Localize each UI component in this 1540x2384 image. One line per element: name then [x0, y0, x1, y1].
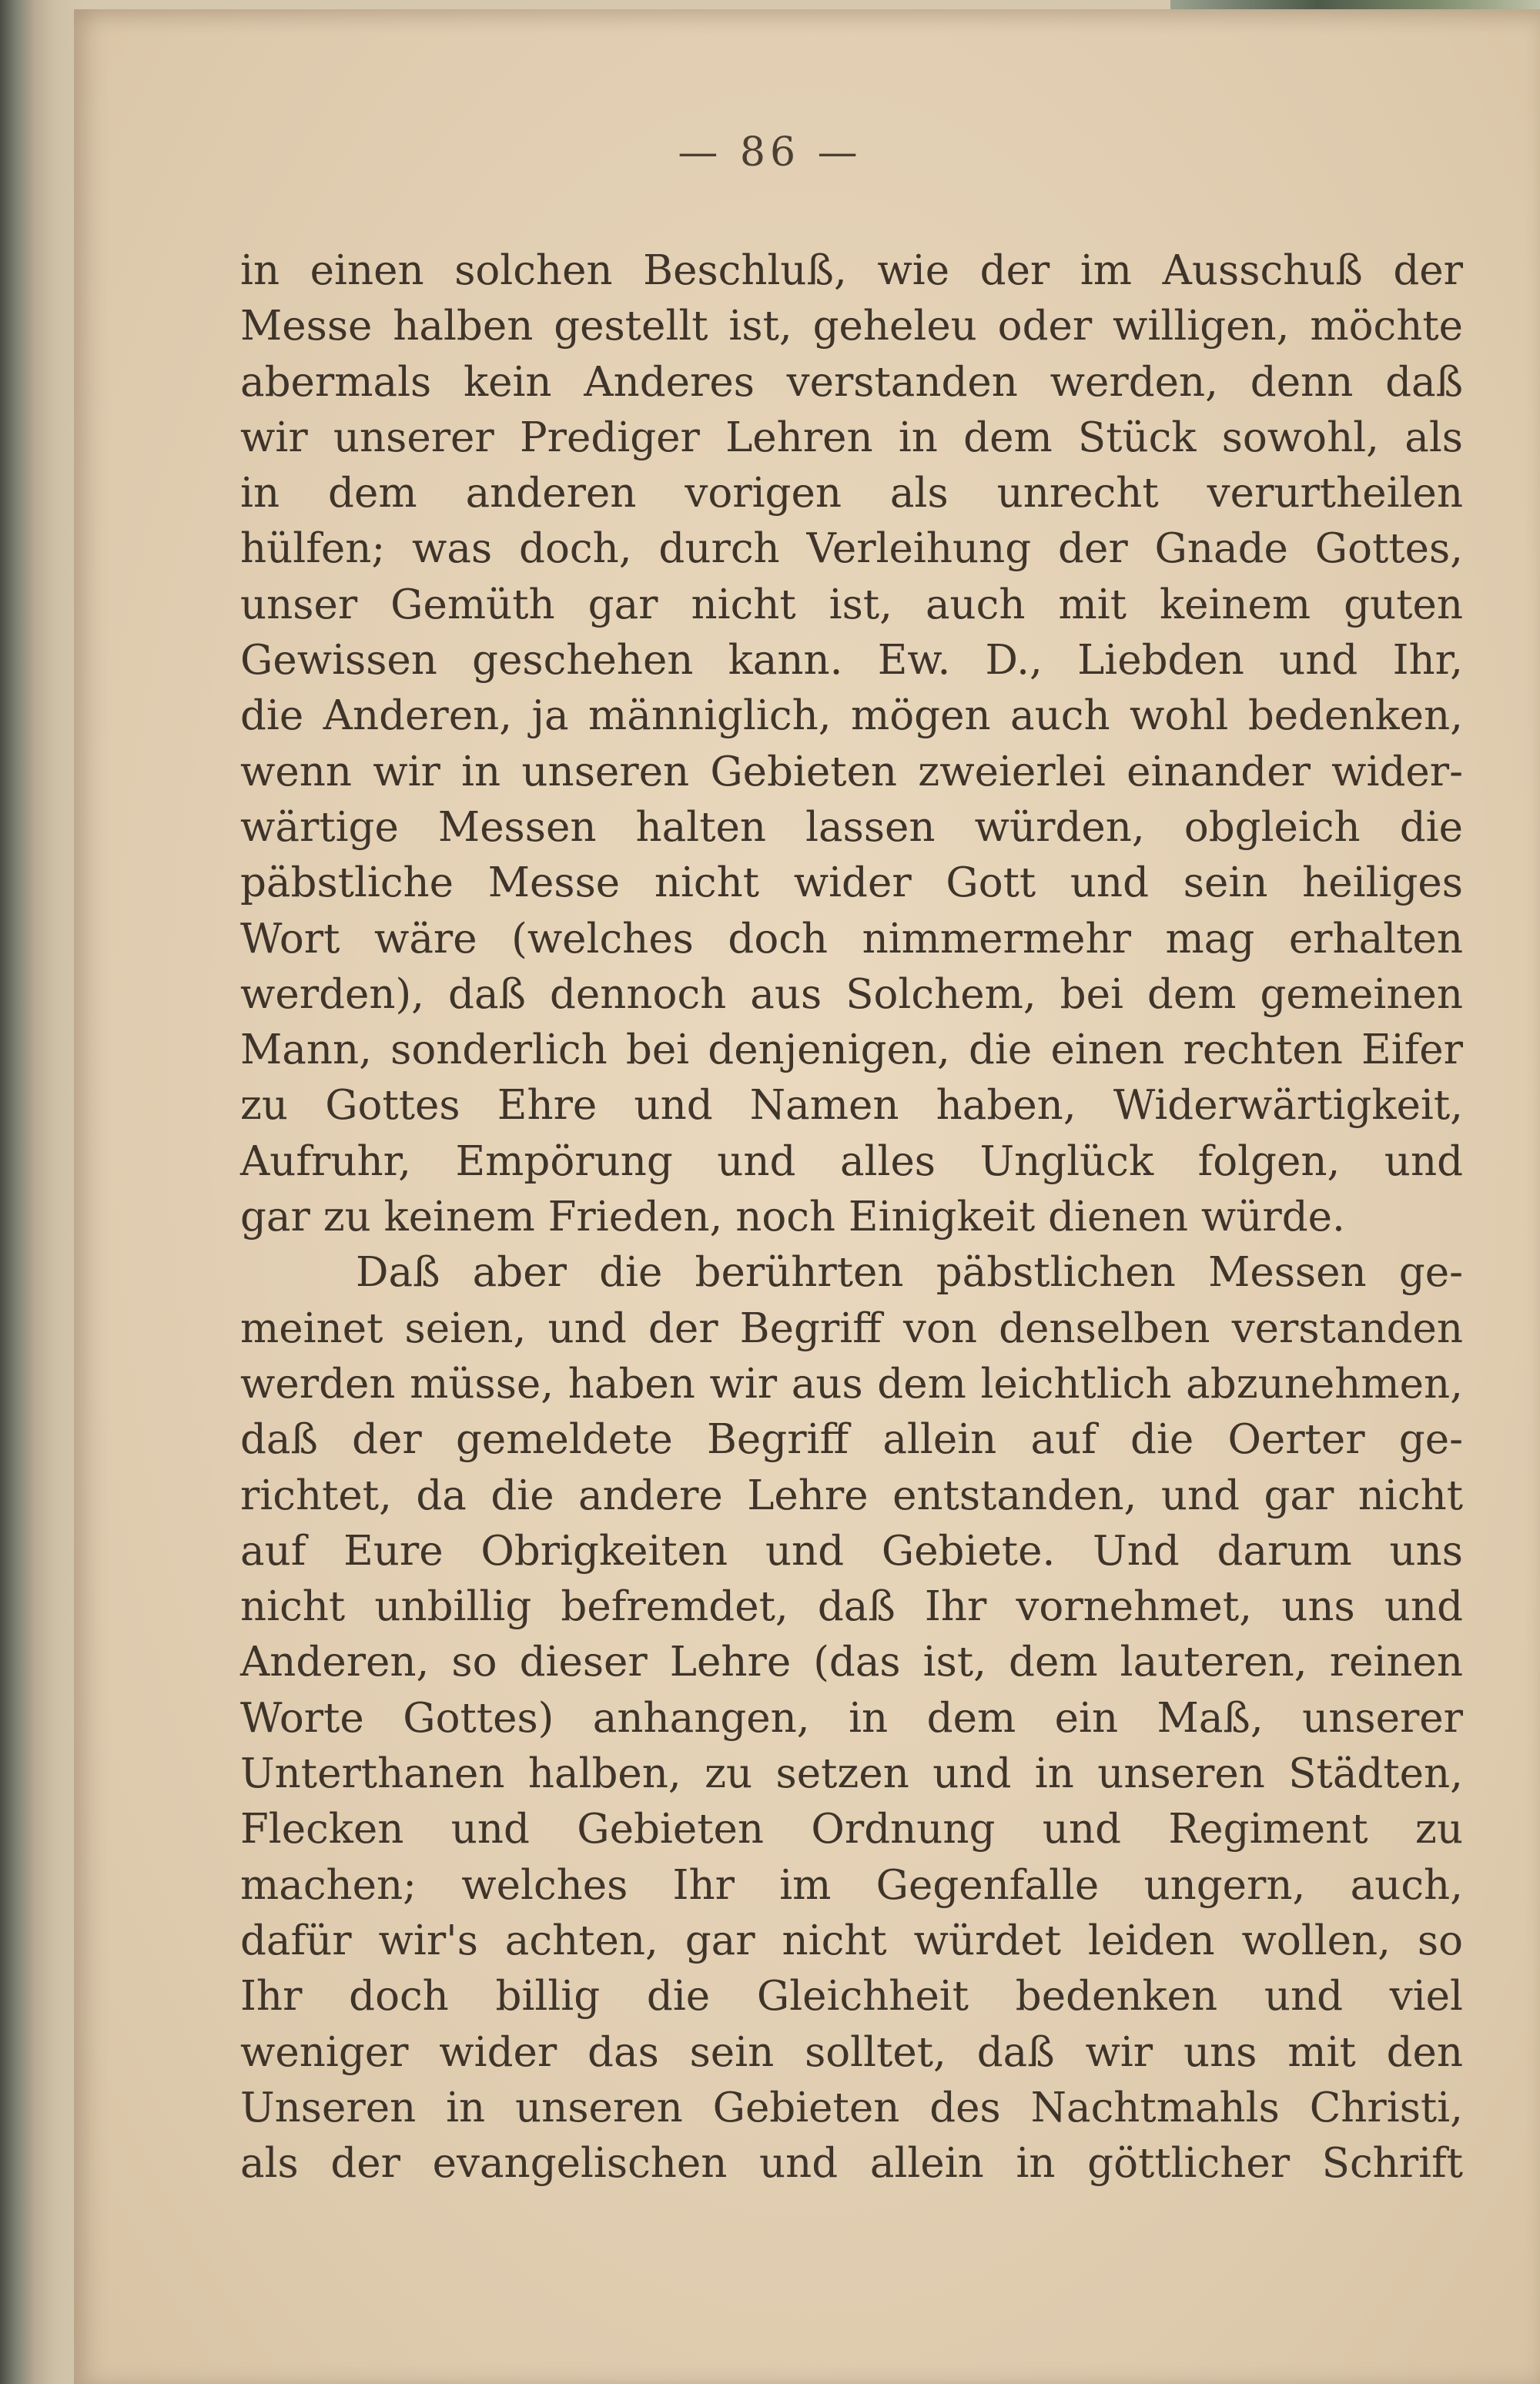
- page-number: — 86 —: [678, 129, 862, 176]
- text-line: als der evangelischen und allein in göttlicher Schrift: [240, 2140, 1463, 2188]
- text-line: päbstliche Messe nicht wider Gott und sein heiliges: [240, 859, 1463, 907]
- text-line: nicht unbillig befremdet, daß Ihr vornehmet, uns und: [240, 1583, 1463, 1631]
- text-line: dafür wir's achten, gar nicht würdet leiden wollen, so: [240, 1917, 1463, 1964]
- text-line: gar zu keinem Frieden, noch Einigkeit dienen würde.: [240, 1194, 1345, 1241]
- body-text: [240, 243, 1463, 2191]
- text-line: Gewissen geschehen kann. Ew. D., Liebden und Ihr,: [240, 637, 1463, 685]
- text-line: in einen solchen Beschluß, wie der im Ausschuß der: [240, 247, 1463, 294]
- text-line: Worte Gottes) anhangen, in dem ein Maß, unserer: [240, 1694, 1463, 1742]
- text-line: werden), daß dennoch aus Solchem, bei dem gemeinen: [240, 970, 1463, 1018]
- text-line: Unseren in unseren Gebieten des Nachtmahls Christi,: [240, 2084, 1463, 2131]
- text-line: Aufruhr, Empörung und alles Unglück folgen, und: [240, 1137, 1463, 1185]
- text-line: Mann, sonderlich bei denjenigen, die einen rechten Eifer: [240, 1026, 1463, 1074]
- text-line: Unterthanen halben, zu setzen und in unseren Städten,: [240, 1750, 1463, 1798]
- text-line: wärtige Messen halten lassen würden, obgleich die: [240, 803, 1463, 851]
- text-line: daß der gemeldete Begriff allein auf die Oerter ge-: [240, 1416, 1463, 1464]
- text-line: werden müsse, haben wir aus dem leichtlich abzunehmen,: [240, 1360, 1463, 1408]
- text-line: in dem anderen vorigen als unrecht verurtheilen: [240, 470, 1463, 517]
- text-line: Ihr doch billig die Gleichheit bedenken und viel: [240, 1973, 1463, 2021]
- text-line: hülfen; was doch, durch Verleihung der Gnade Gottes,: [240, 525, 1463, 573]
- text-line: auf Eure Obrigkeiten und Gebiete. Und darum uns: [240, 1527, 1463, 1575]
- text-line: Flecken und Gebieten Ordnung und Regiment zu: [240, 1806, 1463, 1853]
- text-line: machen; welches Ihr im Gegenfalle ungern, auch,: [240, 1861, 1463, 1909]
- text-line: Messe halben gestellt ist, geheleu oder willigen, möchte: [240, 303, 1463, 350]
- text-line: Daß aber die berührten päbstlichen Messen ge-: [356, 1249, 1463, 1297]
- text-line: die Anderen, ja männiglich, mögen auch wohl bedenken,: [240, 692, 1463, 740]
- text-line: meinet seien, und der Begriff von denselben verstanden: [240, 1304, 1463, 1352]
- text-line: wir unserer Prediger Lehren in dem Stück sowohl, als: [240, 414, 1463, 461]
- text-line: wenn wir in unseren Gebieten zweierlei einander wider-: [240, 748, 1463, 795]
- text-line: abermals kein Anderes verstanden werden, denn daß: [240, 358, 1463, 406]
- text-line: zu Gottes Ehre und Namen haben, Widerwärtigkeit,: [240, 1082, 1463, 1130]
- text-line: unser Gemüth gar nicht ist, auch mit keinem guten: [240, 581, 1463, 628]
- text-line: weniger wider das sein solltet, daß wir uns mit den: [240, 2028, 1463, 2076]
- text-line: Wort wäre (welches doch nimmermehr mag erhalten: [240, 915, 1463, 963]
- text-line: Anderen, so dieser Lehre (das ist, dem lauteren, reinen: [240, 1639, 1463, 1686]
- text-line: richtet, da die andere Lehre entstanden, und gar nicht: [240, 1472, 1463, 1519]
